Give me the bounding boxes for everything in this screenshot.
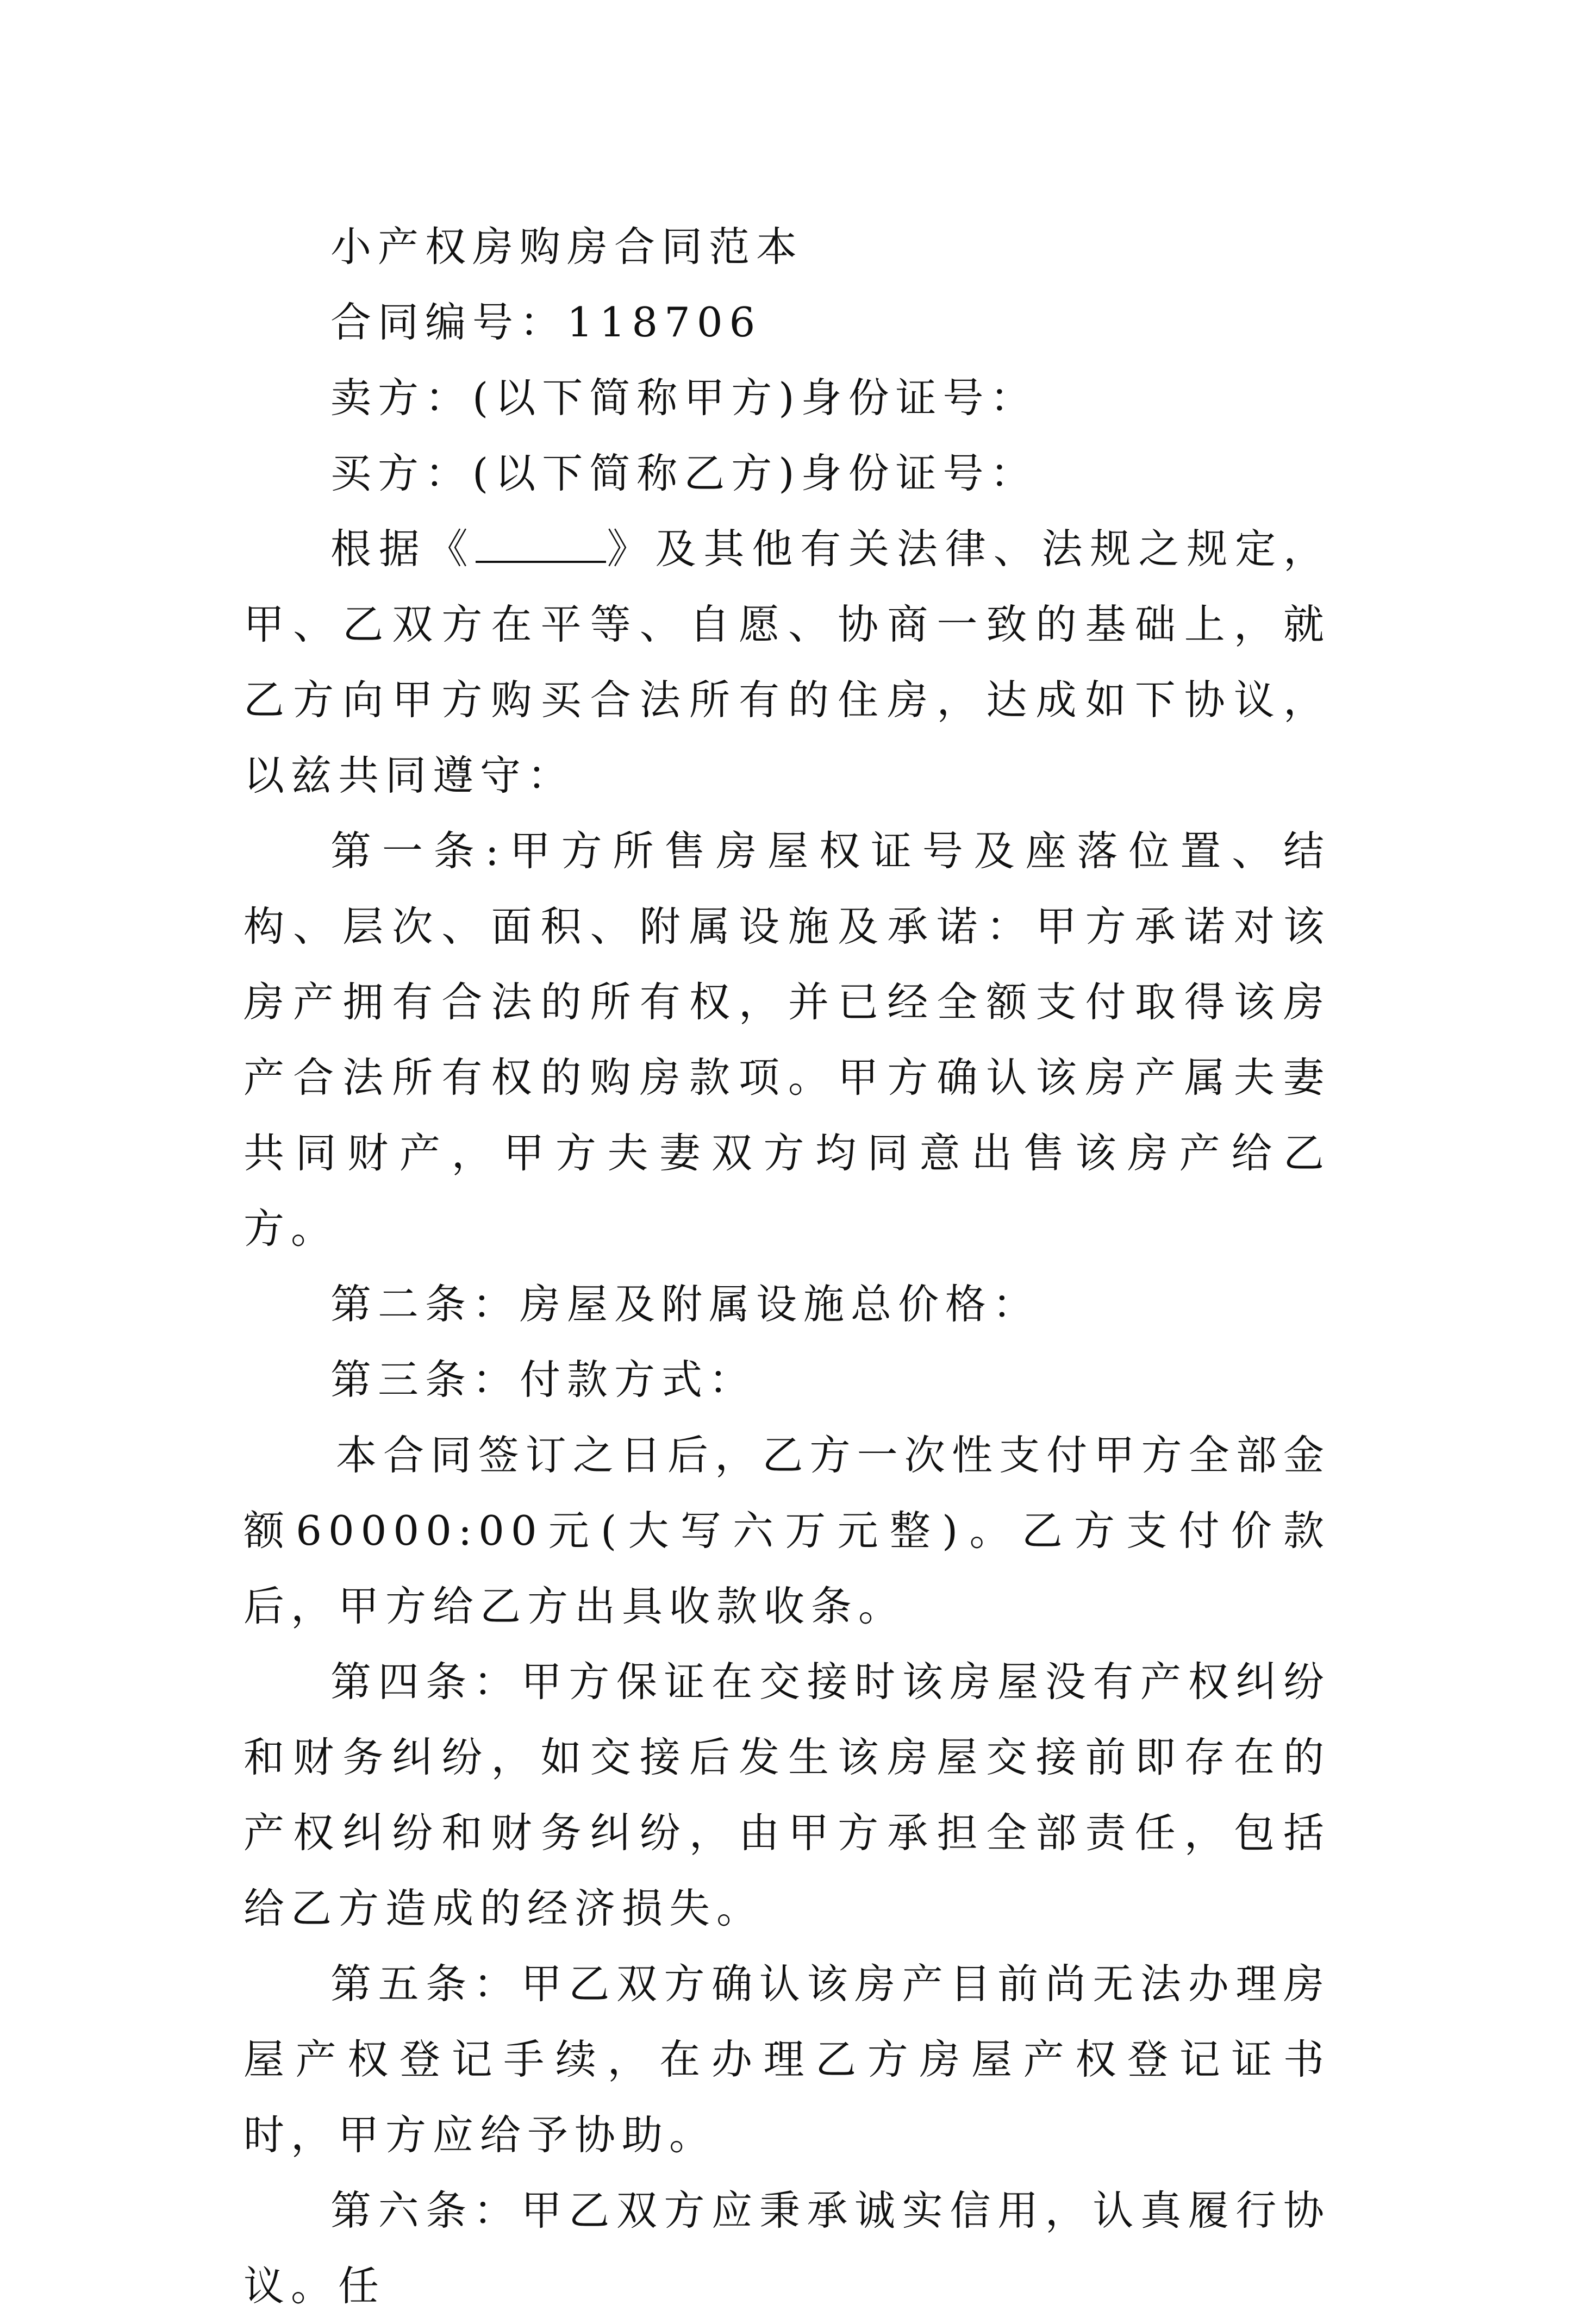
article-4: 第四条：甲方保证在交接时该房屋没有产权纠纷和财务纠纷，如交接后发生该房屋交接前即存在的产权纠纷和财务纠纷，由甲方承担全部责任，包括给乙方造成的经济损失。 xyxy=(244,1658,1331,1932)
article-5: 第五条：甲乙双方确认该房产目前尚无法办理房屋产权登记手续，在办理乙方房屋产权登记证书时，甲方应给予协助。 xyxy=(244,1960,1331,2159)
contract-number: 合同编号：118706 xyxy=(330,298,762,346)
buyer-line: 买方：(以下简称乙方)身份证号： xyxy=(330,449,1038,497)
document-body xyxy=(244,209,1331,2324)
seller-line: 卖方：(以下简称甲方)身份证号： xyxy=(330,374,1038,422)
article-6: 第六条：甲乙双方应秉承诚实信用，认真履行协议。任 xyxy=(244,2187,1331,2310)
law-name-blank xyxy=(476,528,606,563)
article-1: 第一条:甲方所售房屋权证号及座落位置、结构、层次、面积、附属设施及承诺：甲方承诺对该房产拥有合法的所有权，并已经全额支付取得该房产合法所有权的购房款项。甲方确认该房产属夫妻共同财产，甲方夫妻双方均同意出售该房产给乙方。 xyxy=(244,827,1331,1252)
article-3: 第三条：付款方式： xyxy=(330,1356,757,1404)
preamble-start: 根据《 xyxy=(330,525,476,573)
payment-clause: 本合同签订之日后，乙方一次性支付甲方全部金额60000:00元(大写六万元整)。乙方支付价款后，甲方给乙方出具收款收条。 xyxy=(244,1431,1331,1630)
document-title: 小产权房购房合同范本 xyxy=(330,223,804,271)
preamble-rest: 》及其他有关法律、法规之规定，甲、乙双方在平等、自愿、协商一致的基础上，就乙方向甲方购买合法所有的住房，达成如下协议，以兹共同遵守： xyxy=(244,525,1331,799)
preamble xyxy=(244,511,1331,813)
article-2: 第二条：房屋及附属设施总价格： xyxy=(330,1280,1040,1328)
